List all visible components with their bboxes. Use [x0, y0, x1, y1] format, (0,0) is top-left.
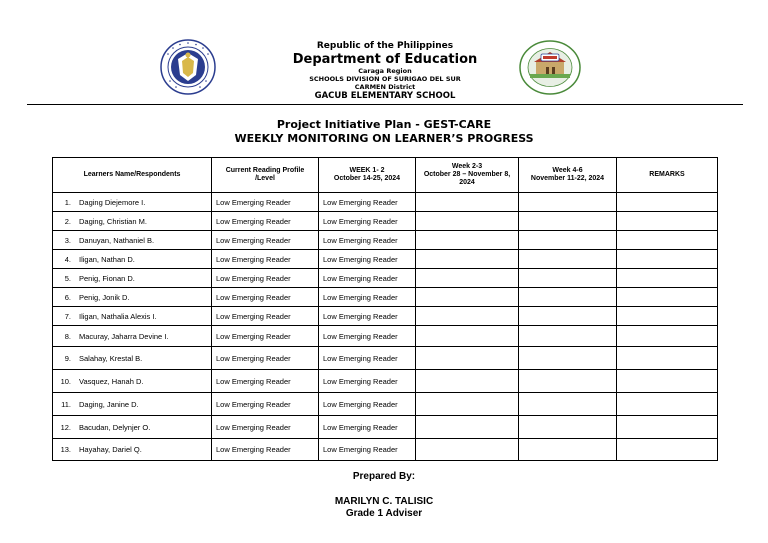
learner-name-cell — [53, 212, 212, 231]
learner-name-cell — [53, 326, 212, 347]
profile-cell — [212, 416, 319, 439]
prepared-by-label: Prepared By: — [352, 471, 416, 482]
monitoring-table — [52, 157, 718, 461]
profile-cell-text: Low Emerging Reader — [216, 292, 291, 302]
learner-name-cell — [53, 288, 212, 307]
week-1-2-cell — [319, 370, 416, 393]
week-1-2-cell-text: Low Emerging Reader — [323, 254, 398, 264]
learner-name: Penig, Fionan D. — [79, 273, 135, 283]
header-week-4-6 — [519, 158, 617, 193]
week-1-2-cell-text: Low Emerging Reader — [323, 376, 398, 386]
table-row — [53, 269, 718, 288]
header-week1-line1: WEEK 1- 2 — [349, 167, 385, 174]
row-number: 9. — [64, 353, 71, 363]
row-number: 6. — [64, 292, 71, 302]
profile-cell-text: Low Emerging Reader — [216, 331, 291, 341]
profile-cell-text: Low Emerging Reader — [216, 353, 291, 363]
remarks-cell — [617, 269, 718, 288]
remarks-cell — [617, 393, 718, 416]
table-row — [53, 393, 718, 416]
title-line-1: Project Initiative Plan - GEST-CARE — [276, 118, 492, 131]
learner-name-cell — [53, 307, 212, 326]
week-1-2-cell — [319, 193, 416, 212]
week-4-6-cell — [519, 231, 617, 250]
week-4-6-cell — [519, 439, 617, 461]
table-header-row — [53, 158, 718, 193]
week-1-2-cell — [319, 269, 416, 288]
table-row — [53, 212, 718, 231]
learner-name: Iligan, Nathan D. — [79, 254, 135, 264]
week-2-3-cell — [416, 416, 519, 439]
learner-name-cell — [53, 193, 212, 212]
week-1-2-cell-text: Low Emerging Reader — [323, 399, 398, 409]
row-number: 1. — [64, 197, 71, 207]
table-row — [53, 370, 718, 393]
week-2-3-cell — [416, 326, 519, 347]
week-4-6-cell — [519, 393, 617, 416]
week-1-2-cell-text: Low Emerging Reader — [323, 422, 398, 432]
learner-name-cell — [53, 393, 212, 416]
learner-name: Daging Diejemore I. — [79, 197, 146, 207]
header-profile-line1: Current Reading Profile — [225, 167, 305, 174]
table-row — [53, 416, 718, 439]
table-row — [53, 347, 718, 370]
learner-name-cell — [53, 370, 212, 393]
learner-name: Daging, Janine D. — [79, 399, 139, 409]
remarks-cell — [617, 288, 718, 307]
row-number: 11. — [61, 399, 71, 409]
row-number: 5. — [64, 273, 71, 283]
week-1-2-cell — [319, 393, 416, 416]
learner-name: Penig, Jonik D. — [79, 292, 130, 302]
week-4-6-cell — [519, 269, 617, 288]
header-week2-line2: October 28 – November 8, — [423, 171, 511, 178]
profile-cell — [212, 370, 319, 393]
week-1-2-cell — [319, 288, 416, 307]
week-1-2-cell — [319, 416, 416, 439]
header-week3-line1: Week 4-6 — [552, 167, 583, 174]
header-learners: Learners Name/Respondents — [53, 158, 212, 193]
week-1-2-cell — [319, 307, 416, 326]
profile-cell-text: Low Emerging Reader — [216, 445, 291, 454]
week-1-2-cell — [319, 326, 416, 347]
week-2-3-cell — [416, 370, 519, 393]
document-title — [0, 118, 768, 146]
remarks-cell — [617, 347, 718, 370]
header-profile — [212, 158, 319, 193]
profile-cell — [212, 231, 319, 250]
week-1-2-cell — [319, 231, 416, 250]
profile-cell — [212, 193, 319, 212]
school-seal-icon — [519, 40, 581, 95]
week-4-6-cell — [519, 416, 617, 439]
week-1-2-cell-text: Low Emerging Reader — [323, 331, 398, 341]
week-2-3-cell — [416, 439, 519, 461]
week-4-6-cell — [519, 250, 617, 269]
week-2-3-cell — [416, 288, 519, 307]
profile-cell-text: Low Emerging Reader — [216, 311, 291, 321]
week-2-3-cell — [416, 269, 519, 288]
header-divider — [27, 104, 743, 105]
header-week3-line2: November 11-22, 2024 — [530, 175, 605, 182]
remarks-cell — [617, 326, 718, 347]
remarks-cell — [617, 231, 718, 250]
week-1-2-cell — [319, 250, 416, 269]
district-text: CARMEN District — [354, 83, 416, 91]
table-row — [53, 250, 718, 269]
week-1-2-cell — [319, 439, 416, 461]
week-4-6-cell — [519, 307, 617, 326]
learner-name: Vasquez, Hanah D. — [79, 376, 144, 386]
learner-name: Hayahay, Dariel Q. — [79, 445, 142, 454]
week-1-2-cell-text: Low Emerging Reader — [323, 197, 398, 207]
profile-cell — [212, 250, 319, 269]
title-line-2: WEEKLY MONITORING ON LEARNER’S PROGRESS — [234, 132, 534, 145]
learner-name-cell — [53, 347, 212, 370]
profile-cell-text: Low Emerging Reader — [216, 254, 291, 264]
row-number: 10. — [60, 376, 71, 386]
table-row — [53, 307, 718, 326]
learner-name: Daging, Christian M. — [79, 216, 147, 226]
row-number: 4. — [64, 254, 71, 264]
school-name: GACUB ELEMENTARY SCHOOL — [314, 91, 456, 101]
week-1-2-cell-text: Low Emerging Reader — [323, 292, 398, 302]
week-4-6-cell — [519, 347, 617, 370]
profile-cell-text: Low Emerging Reader — [216, 216, 291, 226]
profile-cell-text: Low Emerging Reader — [216, 235, 291, 245]
profile-cell-text: Low Emerging Reader — [216, 422, 291, 432]
week-2-3-cell — [416, 307, 519, 326]
header-remarks: REMARKS — [617, 158, 718, 193]
table-row — [53, 439, 718, 461]
learner-name: Salahay, Krestal B. — [79, 353, 143, 363]
profile-cell — [212, 439, 319, 461]
remarks-cell — [617, 439, 718, 461]
week-1-2-cell — [319, 347, 416, 370]
week-1-2-cell-text: Low Emerging Reader — [323, 216, 398, 226]
week-2-3-cell — [416, 393, 519, 416]
region-text: Caraga Region — [358, 67, 412, 75]
signatory-name: MARILYN C. TALISIC — [334, 496, 434, 507]
learner-name: Macuray, Jaharra Devine I. — [79, 331, 169, 341]
department-text: Department of Education — [292, 52, 478, 67]
profile-cell — [212, 393, 319, 416]
row-number: 12. — [60, 422, 71, 432]
table-row — [53, 231, 718, 250]
profile-cell-text: Low Emerging Reader — [216, 376, 291, 386]
profile-cell-text: Low Emerging Reader — [216, 399, 291, 409]
week-2-3-cell — [416, 231, 519, 250]
profile-cell-text: Low Emerging Reader — [216, 273, 291, 283]
learner-name-cell — [53, 250, 212, 269]
week-4-6-cell — [519, 193, 617, 212]
table-body — [53, 193, 718, 461]
row-number: 8. — [64, 331, 71, 341]
remarks-cell — [617, 250, 718, 269]
week-4-6-cell — [519, 326, 617, 347]
remarks-cell — [617, 307, 718, 326]
profile-cell — [212, 307, 319, 326]
table-row — [53, 326, 718, 347]
profile-cell — [212, 347, 319, 370]
republic-text: Republic of the Philippines — [316, 41, 454, 51]
table-row — [53, 193, 718, 212]
learner-name: Bacudan, Delynjer O. — [79, 422, 151, 432]
learner-name-cell — [53, 416, 212, 439]
week-1-2-cell-text: Low Emerging Reader — [323, 353, 398, 363]
week-2-3-cell — [416, 250, 519, 269]
header-week-2-3 — [416, 158, 519, 193]
remarks-cell — [617, 193, 718, 212]
profile-cell — [212, 269, 319, 288]
header-profile-line2: /Level — [255, 175, 275, 182]
week-1-2-cell-text: Low Emerging Reader — [323, 445, 398, 454]
row-number: 2. — [64, 216, 71, 226]
remarks-cell — [617, 416, 718, 439]
header-week2-line1: Week 2-3 — [451, 163, 483, 170]
remarks-cell — [617, 370, 718, 393]
header-week1-line2: October 14-25, 2024 — [333, 175, 401, 182]
header-week-1-2 — [319, 158, 416, 193]
week-1-2-cell-text: Low Emerging Reader — [323, 311, 398, 321]
week-4-6-cell — [519, 370, 617, 393]
row-number: 13. — [60, 445, 71, 454]
profile-cell — [212, 326, 319, 347]
signatory-position: Grade 1 Adviser — [345, 508, 423, 519]
division-text: SCHOOLS DIVISION OF SURIGAO DEL SUR — [309, 75, 461, 83]
week-2-3-cell — [416, 193, 519, 212]
week-4-6-cell — [519, 212, 617, 231]
profile-cell-text: Low Emerging Reader — [216, 197, 291, 207]
learner-name-cell — [53, 439, 212, 461]
week-1-2-cell-text: Low Emerging Reader — [323, 273, 398, 283]
learner-name: Iligan, Nathalia Alexis I. — [79, 311, 157, 321]
signatory — [0, 496, 768, 520]
week-1-2-cell — [319, 212, 416, 231]
header-week2-line3: 2024 — [459, 179, 475, 186]
week-4-6-cell — [519, 288, 617, 307]
week-2-3-cell — [416, 212, 519, 231]
remarks-cell — [617, 212, 718, 231]
week-2-3-cell — [416, 347, 519, 370]
table-row — [53, 288, 718, 307]
profile-cell — [212, 288, 319, 307]
week-1-2-cell-text: Low Emerging Reader — [323, 235, 398, 245]
profile-cell — [212, 212, 319, 231]
learner-name: Danuyan, Nathaniel B. — [79, 235, 155, 245]
row-number: 3. — [64, 235, 71, 245]
learner-name-cell — [53, 231, 212, 250]
learner-name-cell — [53, 269, 212, 288]
row-number: 7. — [64, 311, 71, 321]
